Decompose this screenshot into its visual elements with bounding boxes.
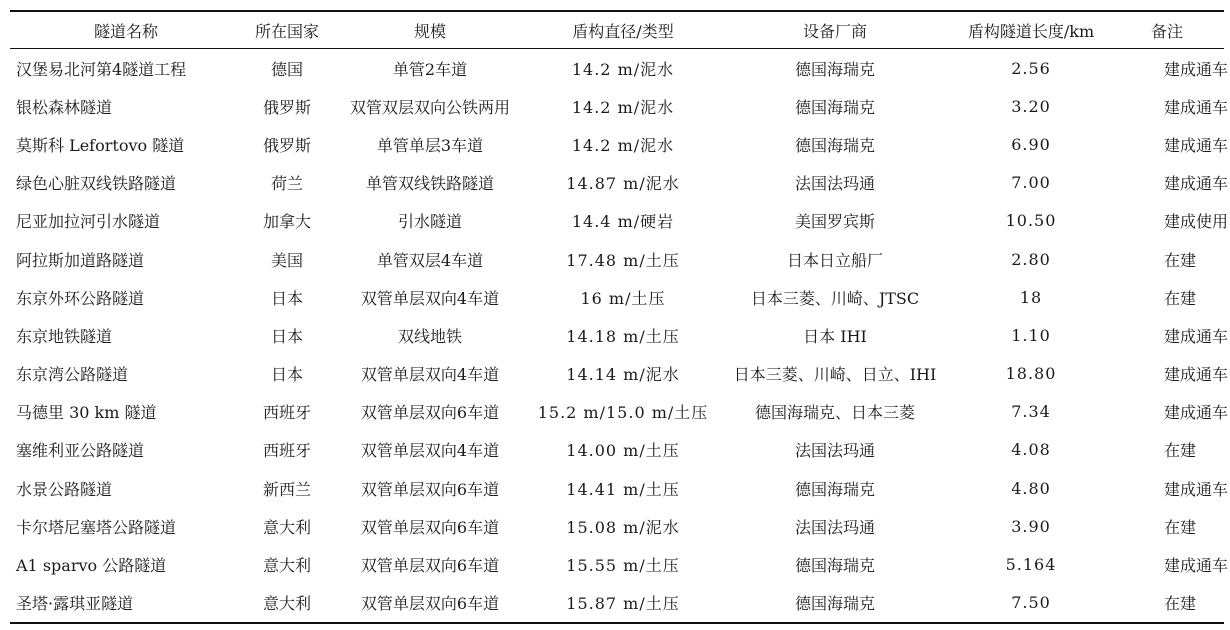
table-row — [10, 545, 1224, 583]
cell-scale: 双管单层双向4车道 — [360, 365, 500, 385]
cell-length: 3.20 — [1011, 96, 1051, 116]
cell-length: 7.50 — [1011, 593, 1051, 613]
cell-tunnel-name: 马德里 30 km 隧道 — [16, 403, 157, 423]
cell-tunnel-name: 东京湾公路隧道 — [16, 365, 129, 385]
tunnel-table-container — [10, 10, 1229, 624]
cell-tunnel-name: 绿色心脏双线铁路隧道 — [16, 174, 177, 194]
cell-manufacturer: 德国海瑞克 — [794, 97, 875, 117]
header-country: 所在国家 — [254, 21, 319, 41]
table-row — [10, 202, 1224, 240]
cell-scale: 双管单层双向4车道 — [360, 288, 500, 308]
cell-scale: 单管单层3车道 — [376, 135, 484, 155]
table-row — [10, 240, 1224, 278]
header-manufacturer: 设备厂商 — [802, 21, 867, 41]
cell-tunnel-name: 莫斯科 Lefortovo 隧道 — [16, 135, 185, 155]
cell-diameter-type: 15.2 m/15.0 m/土压 — [537, 403, 709, 423]
cell-remark: 在建 — [1164, 594, 1197, 614]
cell-remark: 建成通车 — [1164, 326, 1229, 346]
cell-tunnel-name: 尼亚加拉河引水隧道 — [16, 212, 161, 232]
cell-remark: 在建 — [1164, 441, 1197, 461]
cell-tunnel-name: 汉堡易北河第4隧道工程 — [16, 59, 187, 79]
cell-length: 2.56 — [1011, 58, 1051, 78]
cell-country: 俄罗斯 — [262, 97, 311, 117]
cell-tunnel-name: 卡尔塔尼塞塔公路隧道 — [16, 517, 177, 537]
cell-tunnel-name: 阿拉斯加道路隧道 — [16, 250, 145, 270]
cell-country: 日本 — [270, 288, 303, 308]
cell-country: 意大利 — [262, 594, 311, 614]
cell-manufacturer: 法国法玛通 — [794, 174, 875, 194]
header-remark: 备注 — [1150, 21, 1183, 41]
cell-country: 俄罗斯 — [262, 135, 311, 155]
cell-diameter-type: 14.18 m/土压 — [566, 326, 680, 346]
cell-manufacturer: 日本三菱、川崎、日立、IHI — [733, 365, 937, 385]
cell-country: 日本 — [270, 365, 303, 385]
header-diameter-type: 盾构直径/类型 — [572, 21, 674, 41]
table-row — [10, 584, 1224, 623]
table-row — [10, 125, 1224, 163]
cell-tunnel-name: 圣塔·露琪亚隧道 — [16, 594, 134, 614]
cell-diameter-type: 14.41 m/土压 — [566, 479, 680, 499]
cell-scale: 引水隧道 — [397, 212, 462, 232]
cell-manufacturer: 德国海瑞克 — [794, 556, 875, 576]
cell-manufacturer: 德国海瑞克 — [794, 479, 875, 499]
cell-remark: 建成通车 — [1164, 479, 1229, 499]
cell-tunnel-name: 水景公路隧道 — [16, 479, 113, 499]
cell-diameter-type: 15.08 m/泥水 — [566, 517, 680, 537]
cell-remark: 建成通车 — [1164, 403, 1229, 423]
cell-remark: 在建 — [1164, 517, 1197, 537]
cell-length: 18.80 — [1005, 364, 1057, 384]
cell-scale: 双线地铁 — [397, 326, 462, 346]
table-row — [10, 278, 1224, 316]
header-scale: 规模 — [413, 21, 446, 41]
tunnel-table — [10, 10, 1229, 624]
cell-diameter-type: 15.55 m/土压 — [566, 556, 680, 576]
cell-scale: 单管双层4车道 — [376, 250, 484, 270]
cell-manufacturer: 日本日立船厂 — [786, 250, 883, 270]
cell-country: 荷兰 — [270, 174, 303, 194]
cell-length: 5.164 — [1005, 555, 1057, 575]
cell-country: 加拿大 — [262, 212, 311, 232]
cell-manufacturer: 日本 IHI — [803, 326, 867, 346]
cell-tunnel-name: 银松森林隧道 — [16, 97, 113, 117]
cell-length: 1.10 — [1011, 325, 1051, 345]
cell-remark: 建成使用 — [1164, 212, 1229, 232]
table-row — [10, 393, 1224, 431]
cell-scale: 双管单层双向6车道 — [360, 479, 500, 499]
cell-length: 4.80 — [1011, 478, 1051, 498]
cell-manufacturer: 法国法玛通 — [794, 441, 875, 461]
cell-country: 美国 — [270, 250, 303, 270]
table-row — [10, 431, 1224, 469]
cell-length: 7.00 — [1011, 173, 1051, 193]
table-header-row — [10, 11, 1224, 49]
cell-length: 2.80 — [1011, 249, 1051, 269]
table-row — [10, 507, 1224, 545]
cell-tunnel-name: 塞维利亚公路隧道 — [16, 441, 145, 461]
cell-tunnel-name: 东京外环公路隧道 — [16, 288, 145, 308]
cell-tunnel-name: A1 sparvo 公路隧道 — [16, 556, 167, 576]
cell-scale: 单管2车道 — [392, 59, 468, 79]
cell-country: 日本 — [270, 326, 303, 346]
table-row — [10, 316, 1224, 354]
cell-length: 7.34 — [1011, 402, 1051, 422]
cell-scale: 双管单层双向6车道 — [360, 403, 500, 423]
cell-scale: 双管单层双向6车道 — [360, 594, 500, 614]
cell-remark: 在建 — [1164, 250, 1197, 270]
header-length: 盾构隧道长度/km — [967, 21, 1095, 41]
cell-country: 西班牙 — [262, 403, 311, 423]
cell-country: 西班牙 — [262, 441, 311, 461]
cell-length: 3.90 — [1011, 516, 1051, 536]
cell-scale: 双管单层双向6车道 — [360, 517, 500, 537]
cell-diameter-type: 14.00 m/土压 — [566, 441, 680, 461]
cell-manufacturer: 美国罗宾斯 — [794, 212, 875, 232]
table-row — [10, 164, 1224, 202]
table-body — [10, 49, 1229, 623]
cell-length: 10.50 — [1005, 211, 1057, 231]
cell-diameter-type: 14.2 m/泥水 — [571, 135, 675, 155]
cell-diameter-type: 17.48 m/土压 — [566, 250, 680, 270]
cell-remark: 建成通车 — [1164, 556, 1229, 576]
cell-diameter-type: 14.14 m/泥水 — [566, 365, 680, 385]
cell-country: 意大利 — [262, 517, 311, 537]
cell-country: 德国 — [270, 59, 303, 79]
cell-diameter-type: 14.2 m/泥水 — [571, 97, 675, 117]
cell-tunnel-name: 东京地铁隧道 — [16, 326, 113, 346]
cell-diameter-type: 14.2 m/泥水 — [571, 59, 675, 79]
cell-diameter-type: 16 m/土压 — [580, 288, 666, 308]
table-row — [10, 355, 1224, 393]
cell-manufacturer: 德国海瑞克 — [794, 59, 875, 79]
cell-scale: 双管双层双向公铁两用 — [349, 97, 510, 117]
table-row — [10, 49, 1224, 88]
cell-diameter-type: 15.87 m/土压 — [566, 594, 680, 614]
cell-diameter-type: 14.4 m/硬岩 — [571, 212, 675, 232]
cell-country: 意大利 — [262, 556, 311, 576]
table-row — [10, 469, 1224, 507]
cell-manufacturer: 德国海瑞克 — [794, 594, 875, 614]
cell-remark: 在建 — [1164, 288, 1197, 308]
cell-scale: 双管单层双向6车道 — [360, 556, 500, 576]
cell-remark: 建成通车 — [1164, 135, 1229, 155]
cell-diameter-type: 14.87 m/泥水 — [566, 174, 680, 194]
cell-manufacturer: 日本三菱、川崎、JTSC — [750, 288, 920, 308]
header-tunnel-name: 隧道名称 — [93, 21, 158, 41]
cell-country: 新西兰 — [262, 479, 311, 499]
cell-manufacturer: 德国海瑞克、日本三菱 — [754, 403, 915, 423]
table-row — [10, 87, 1224, 125]
cell-manufacturer: 法国法玛通 — [794, 517, 875, 537]
cell-length: 4.08 — [1011, 440, 1051, 460]
cell-manufacturer: 德国海瑞克 — [794, 135, 875, 155]
cell-remark: 建成通车 — [1164, 365, 1229, 385]
cell-remark: 建成通车 — [1164, 59, 1229, 79]
cell-length: 18 — [1019, 287, 1043, 307]
cell-length: 6.90 — [1011, 134, 1051, 154]
cell-scale: 单管双线铁路隧道 — [365, 174, 494, 194]
cell-remark: 建成通车 — [1164, 174, 1229, 194]
cell-remark: 建成通车 — [1164, 97, 1229, 117]
cell-scale: 双管单层双向4车道 — [360, 441, 500, 461]
